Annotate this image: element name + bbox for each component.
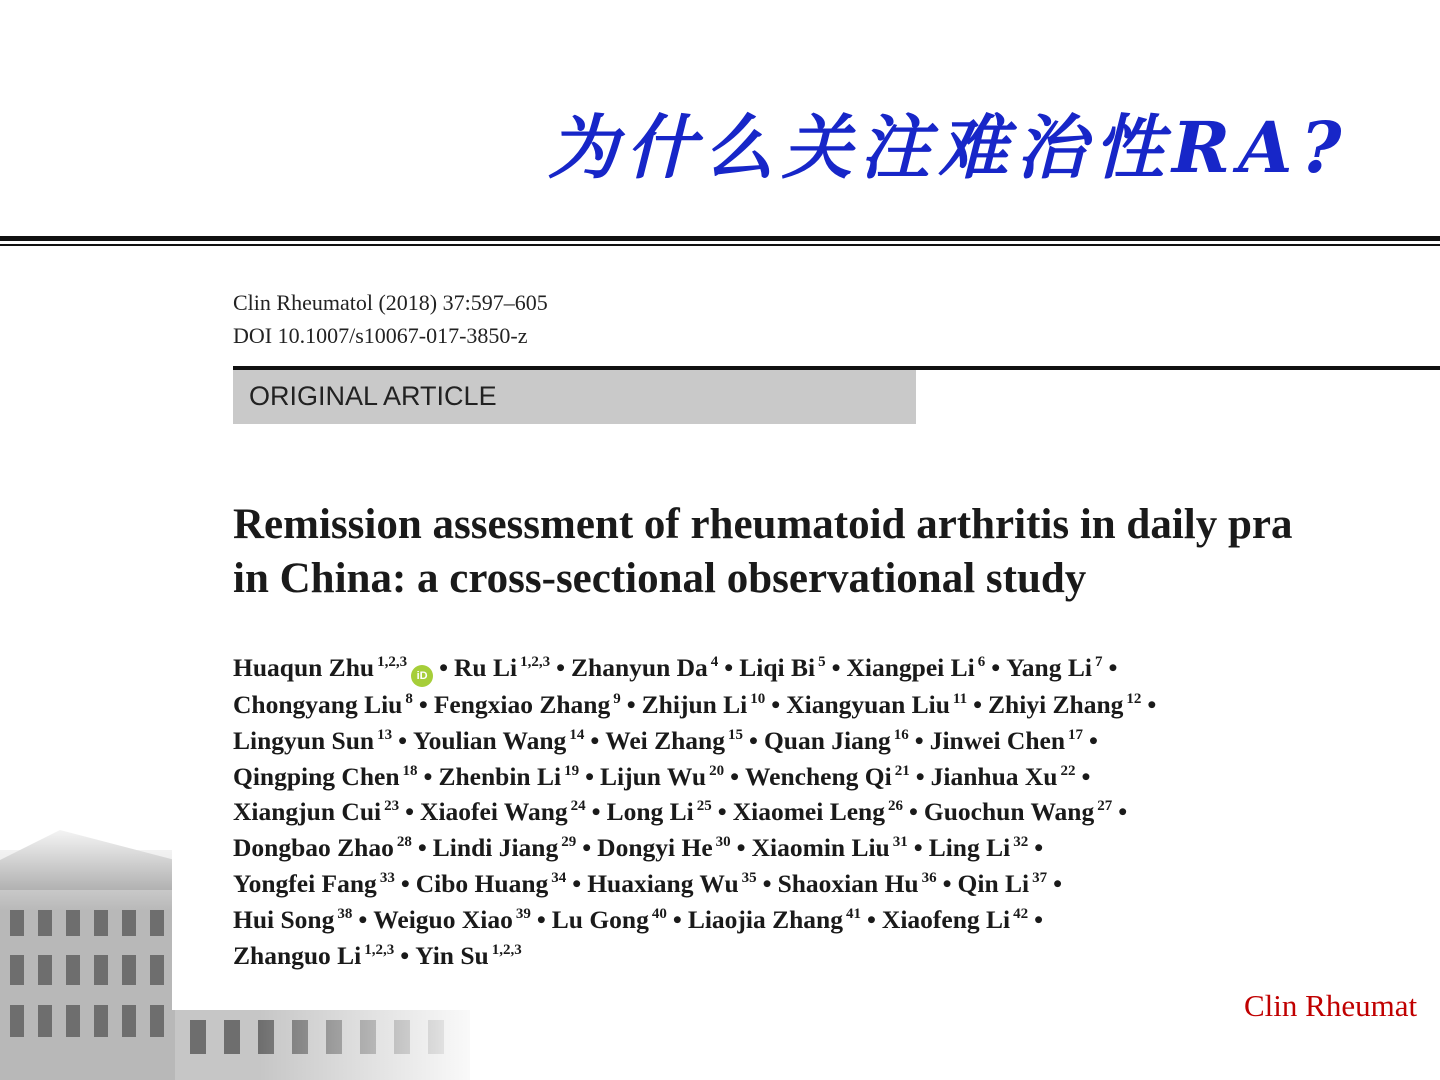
author-name: Guochun Wang	[923, 797, 1095, 827]
author-affiliation: 1,2,3	[520, 654, 551, 670]
author-separator: •	[973, 690, 983, 719]
author-affiliation: 9	[613, 691, 621, 707]
author-affiliation: 14	[569, 726, 585, 743]
author-line	[233, 902, 1333, 938]
author-separator: •	[831, 653, 841, 682]
author	[1006, 653, 1102, 682]
author-affiliation: 22	[1060, 762, 1076, 779]
author	[929, 833, 1029, 862]
author-separator: •	[942, 868, 952, 898]
author	[233, 833, 412, 862]
author-affiliation: 1,2,3	[377, 654, 408, 670]
author-name: Liaojia Zhang	[687, 904, 843, 934]
journal-citation: Clin Rheumatol (2018) 37:597–605	[233, 290, 548, 315]
author	[847, 653, 986, 682]
author-name: Quan Jiang	[763, 725, 891, 755]
author	[642, 690, 766, 719]
author	[764, 726, 909, 755]
author	[931, 762, 1076, 791]
author-name: Weiguo Xiao	[373, 904, 513, 934]
author	[454, 653, 550, 682]
author-affiliation: 32	[1013, 834, 1029, 851]
author-affiliation: 21	[894, 762, 910, 779]
author	[600, 762, 724, 791]
author-separator: •	[914, 725, 924, 755]
author-line	[233, 723, 1333, 759]
author-affiliation: 24	[570, 798, 586, 815]
author-affiliation: 36	[921, 869, 937, 886]
author	[233, 797, 399, 826]
author	[438, 762, 579, 791]
author-name: Jianhua Xu	[930, 761, 1058, 791]
author-separator: •	[915, 761, 925, 791]
author-name: Jinwei Chen	[929, 725, 1066, 755]
title-divider	[0, 236, 1440, 241]
author-separator: •	[423, 761, 433, 791]
author-separator: •	[717, 797, 727, 827]
author-separator: •	[439, 653, 448, 682]
author	[233, 726, 392, 755]
author-separator: •	[405, 797, 415, 827]
author-affiliation: 25	[696, 798, 712, 815]
author	[778, 869, 937, 898]
author-name: Xiangpei Li	[846, 653, 975, 682]
author-separator: •	[1053, 868, 1063, 898]
author-affiliation: 6	[977, 654, 986, 670]
author-name: Liqi Bi	[739, 653, 816, 682]
author-separator: •	[1081, 761, 1091, 791]
author-separator: •	[991, 653, 1001, 682]
author-affiliation: 7	[1094, 654, 1103, 670]
article-type-label: ORIGINAL ARTICLE	[233, 370, 916, 424]
author-name: Cibo Huang	[415, 868, 549, 898]
author-name: Youlian Wang	[413, 725, 567, 755]
author-separator: •	[590, 725, 600, 755]
author-line	[233, 650, 1333, 687]
author-line	[233, 938, 1333, 974]
author	[415, 941, 521, 970]
author-name: Fengxiao Zhang	[433, 690, 611, 719]
author	[420, 797, 586, 826]
author-name: Long Li	[606, 797, 694, 827]
author-name: Chongyang Liu	[233, 690, 403, 719]
author-name: Huaxiang Wu	[587, 868, 739, 898]
author-affiliation: 5	[818, 654, 826, 670]
author-name: Yin Su	[415, 940, 489, 970]
author-separator: •	[591, 797, 601, 827]
author-line	[233, 759, 1333, 795]
author-affiliation: 8	[405, 691, 413, 707]
author-separator: •	[536, 904, 546, 934]
author-separator: •	[400, 868, 410, 898]
author-separator: •	[724, 653, 734, 682]
author-name: Ru Li	[454, 653, 518, 682]
author-name: Ling Li	[928, 833, 1011, 863]
author-name: Xiangyuan Liu	[786, 690, 950, 719]
author-affiliation: 12	[1126, 691, 1142, 707]
author-line	[233, 794, 1333, 830]
author	[571, 653, 718, 682]
author-separator: •	[866, 904, 876, 934]
author-name: Wencheng Qi	[745, 761, 892, 791]
author	[416, 869, 567, 898]
author-separator: •	[582, 833, 592, 863]
author-name: Dongbao Zhao	[233, 833, 394, 863]
author-separator: •	[556, 653, 566, 682]
author-affiliation: 39	[515, 905, 531, 922]
author-name: Lingyun Sun	[233, 725, 375, 755]
author	[745, 762, 910, 791]
author-affiliation: 17	[1068, 726, 1084, 743]
author-separator: •	[626, 690, 636, 719]
author-affiliation: 23	[384, 798, 400, 815]
author-affiliation: 42	[1013, 905, 1029, 922]
author-affiliation: 16	[893, 726, 909, 743]
author-separator: •	[1034, 904, 1044, 934]
author-name: Yongfei Fang	[233, 868, 377, 898]
author	[688, 905, 861, 934]
author	[373, 905, 531, 934]
doi: DOI 10.1007/s10067-017-3850-z	[233, 323, 528, 348]
author-affiliation: 18	[402, 762, 418, 779]
author-separator: •	[417, 833, 427, 863]
author-name: Xiangjun Cui	[233, 797, 382, 827]
author	[733, 797, 903, 826]
author-separator: •	[672, 904, 682, 934]
author-affiliation: 34	[551, 869, 567, 886]
author-affiliation: 19	[564, 762, 580, 779]
author	[752, 833, 908, 862]
author	[233, 869, 395, 898]
author-separator: •	[1118, 797, 1128, 827]
author-separator: •	[908, 797, 918, 827]
author-name: Dongyi He	[597, 833, 713, 863]
author-name: Huaqun Zhu	[233, 653, 375, 682]
author-affiliation: 1,2,3	[491, 941, 522, 958]
author-separator: •	[913, 833, 923, 863]
slide-title: 为什么关注难治性RA?	[548, 106, 1350, 189]
author	[233, 690, 413, 719]
author-name: Zhanyun Da	[571, 653, 708, 682]
author-line	[233, 830, 1333, 866]
orcid-icon[interactable]: iD	[411, 665, 433, 687]
author-name: Xiaofeng Li	[881, 904, 1011, 934]
author-separator: •	[400, 940, 410, 970]
author	[924, 797, 1112, 826]
paper-title	[233, 498, 1440, 606]
author	[930, 726, 1083, 755]
author-affiliation: 31	[892, 834, 908, 851]
author-name: Lindi Jiang	[432, 833, 559, 863]
author-name: Qingping Chen	[233, 761, 400, 791]
author	[958, 869, 1048, 898]
author-name: Yang Li	[1006, 653, 1092, 682]
author-separator: •	[736, 833, 746, 863]
author-name: Shaoxian Hu	[777, 868, 919, 898]
author-name: Zhanguo Li	[233, 940, 362, 970]
author-name: Zhenbin Li	[438, 761, 562, 791]
author-affiliation: 27	[1097, 798, 1113, 815]
author	[433, 833, 576, 862]
author	[882, 905, 1028, 934]
author-name: Qin Li	[957, 868, 1030, 898]
author-name: Xiaofei Wang	[420, 797, 568, 827]
author-affiliation: 38	[337, 905, 353, 922]
paper-title-line-2: in China: a cross-sectional observational study	[233, 555, 1087, 602]
author-separator: •	[1147, 690, 1157, 719]
author-separator: •	[762, 868, 772, 898]
author-affiliation: 20	[709, 762, 725, 779]
author	[233, 762, 418, 791]
author-affiliation: 28	[396, 834, 412, 851]
author-separator: •	[418, 690, 428, 719]
author-name: Lu Gong	[551, 904, 649, 934]
author	[434, 690, 621, 719]
author-name: Lijun Wu	[600, 761, 707, 791]
author	[552, 905, 667, 934]
author-name: Xiaomin Liu	[751, 833, 890, 863]
author-separator: •	[398, 725, 407, 755]
author-name: Wei Zhang	[605, 725, 725, 755]
author-name: Xiaomei Leng	[732, 797, 885, 827]
author	[786, 690, 967, 719]
author-affiliation: 11	[952, 691, 968, 707]
author	[988, 690, 1141, 719]
author-affiliation: 29	[561, 834, 577, 851]
author-separator: •	[749, 725, 758, 755]
author-affiliation: 33	[379, 869, 395, 886]
author-affiliation: 40	[651, 905, 667, 922]
author-affiliation: 41	[845, 905, 861, 922]
author-separator: •	[730, 761, 740, 791]
author-separator: •	[771, 690, 781, 719]
author-line	[233, 866, 1333, 902]
author-affiliation: 13	[377, 726, 393, 743]
author-affiliation: 26	[887, 798, 903, 815]
author	[233, 905, 352, 934]
author-affiliation: 35	[741, 869, 757, 886]
author	[607, 797, 712, 826]
author	[597, 833, 730, 862]
author	[413, 726, 584, 755]
author-line	[233, 687, 1333, 723]
paper-title-line-1: Remission assessment of rheumatoid arthritis in daily pra	[233, 501, 1293, 548]
author-separator: •	[1089, 725, 1098, 755]
author-list	[233, 650, 1333, 973]
author-affiliation: 15	[728, 726, 743, 743]
source-label: Clin Rheumat	[1244, 988, 1418, 1023]
author-affiliation: 1,2,3	[364, 941, 395, 958]
author-name: Zhijun Li	[641, 690, 748, 719]
author	[739, 653, 825, 682]
author	[233, 941, 394, 970]
author-affiliation: 4	[710, 654, 719, 670]
author-affiliation: 30	[715, 834, 731, 851]
author-separator: •	[585, 761, 595, 791]
author-name: Zhiyi Zhang	[988, 690, 1124, 719]
author	[605, 726, 743, 755]
author-affiliation: 10	[750, 691, 766, 707]
author-name: Hui Song	[233, 904, 335, 934]
author-affiliation: 37	[1032, 869, 1048, 886]
author-separator: •	[1108, 653, 1118, 682]
author-separator: •	[358, 904, 368, 934]
author-separator: •	[1034, 833, 1044, 863]
author	[233, 653, 433, 682]
title-divider-thin	[0, 244, 1440, 246]
author	[587, 869, 756, 898]
author-separator: •	[572, 868, 582, 898]
